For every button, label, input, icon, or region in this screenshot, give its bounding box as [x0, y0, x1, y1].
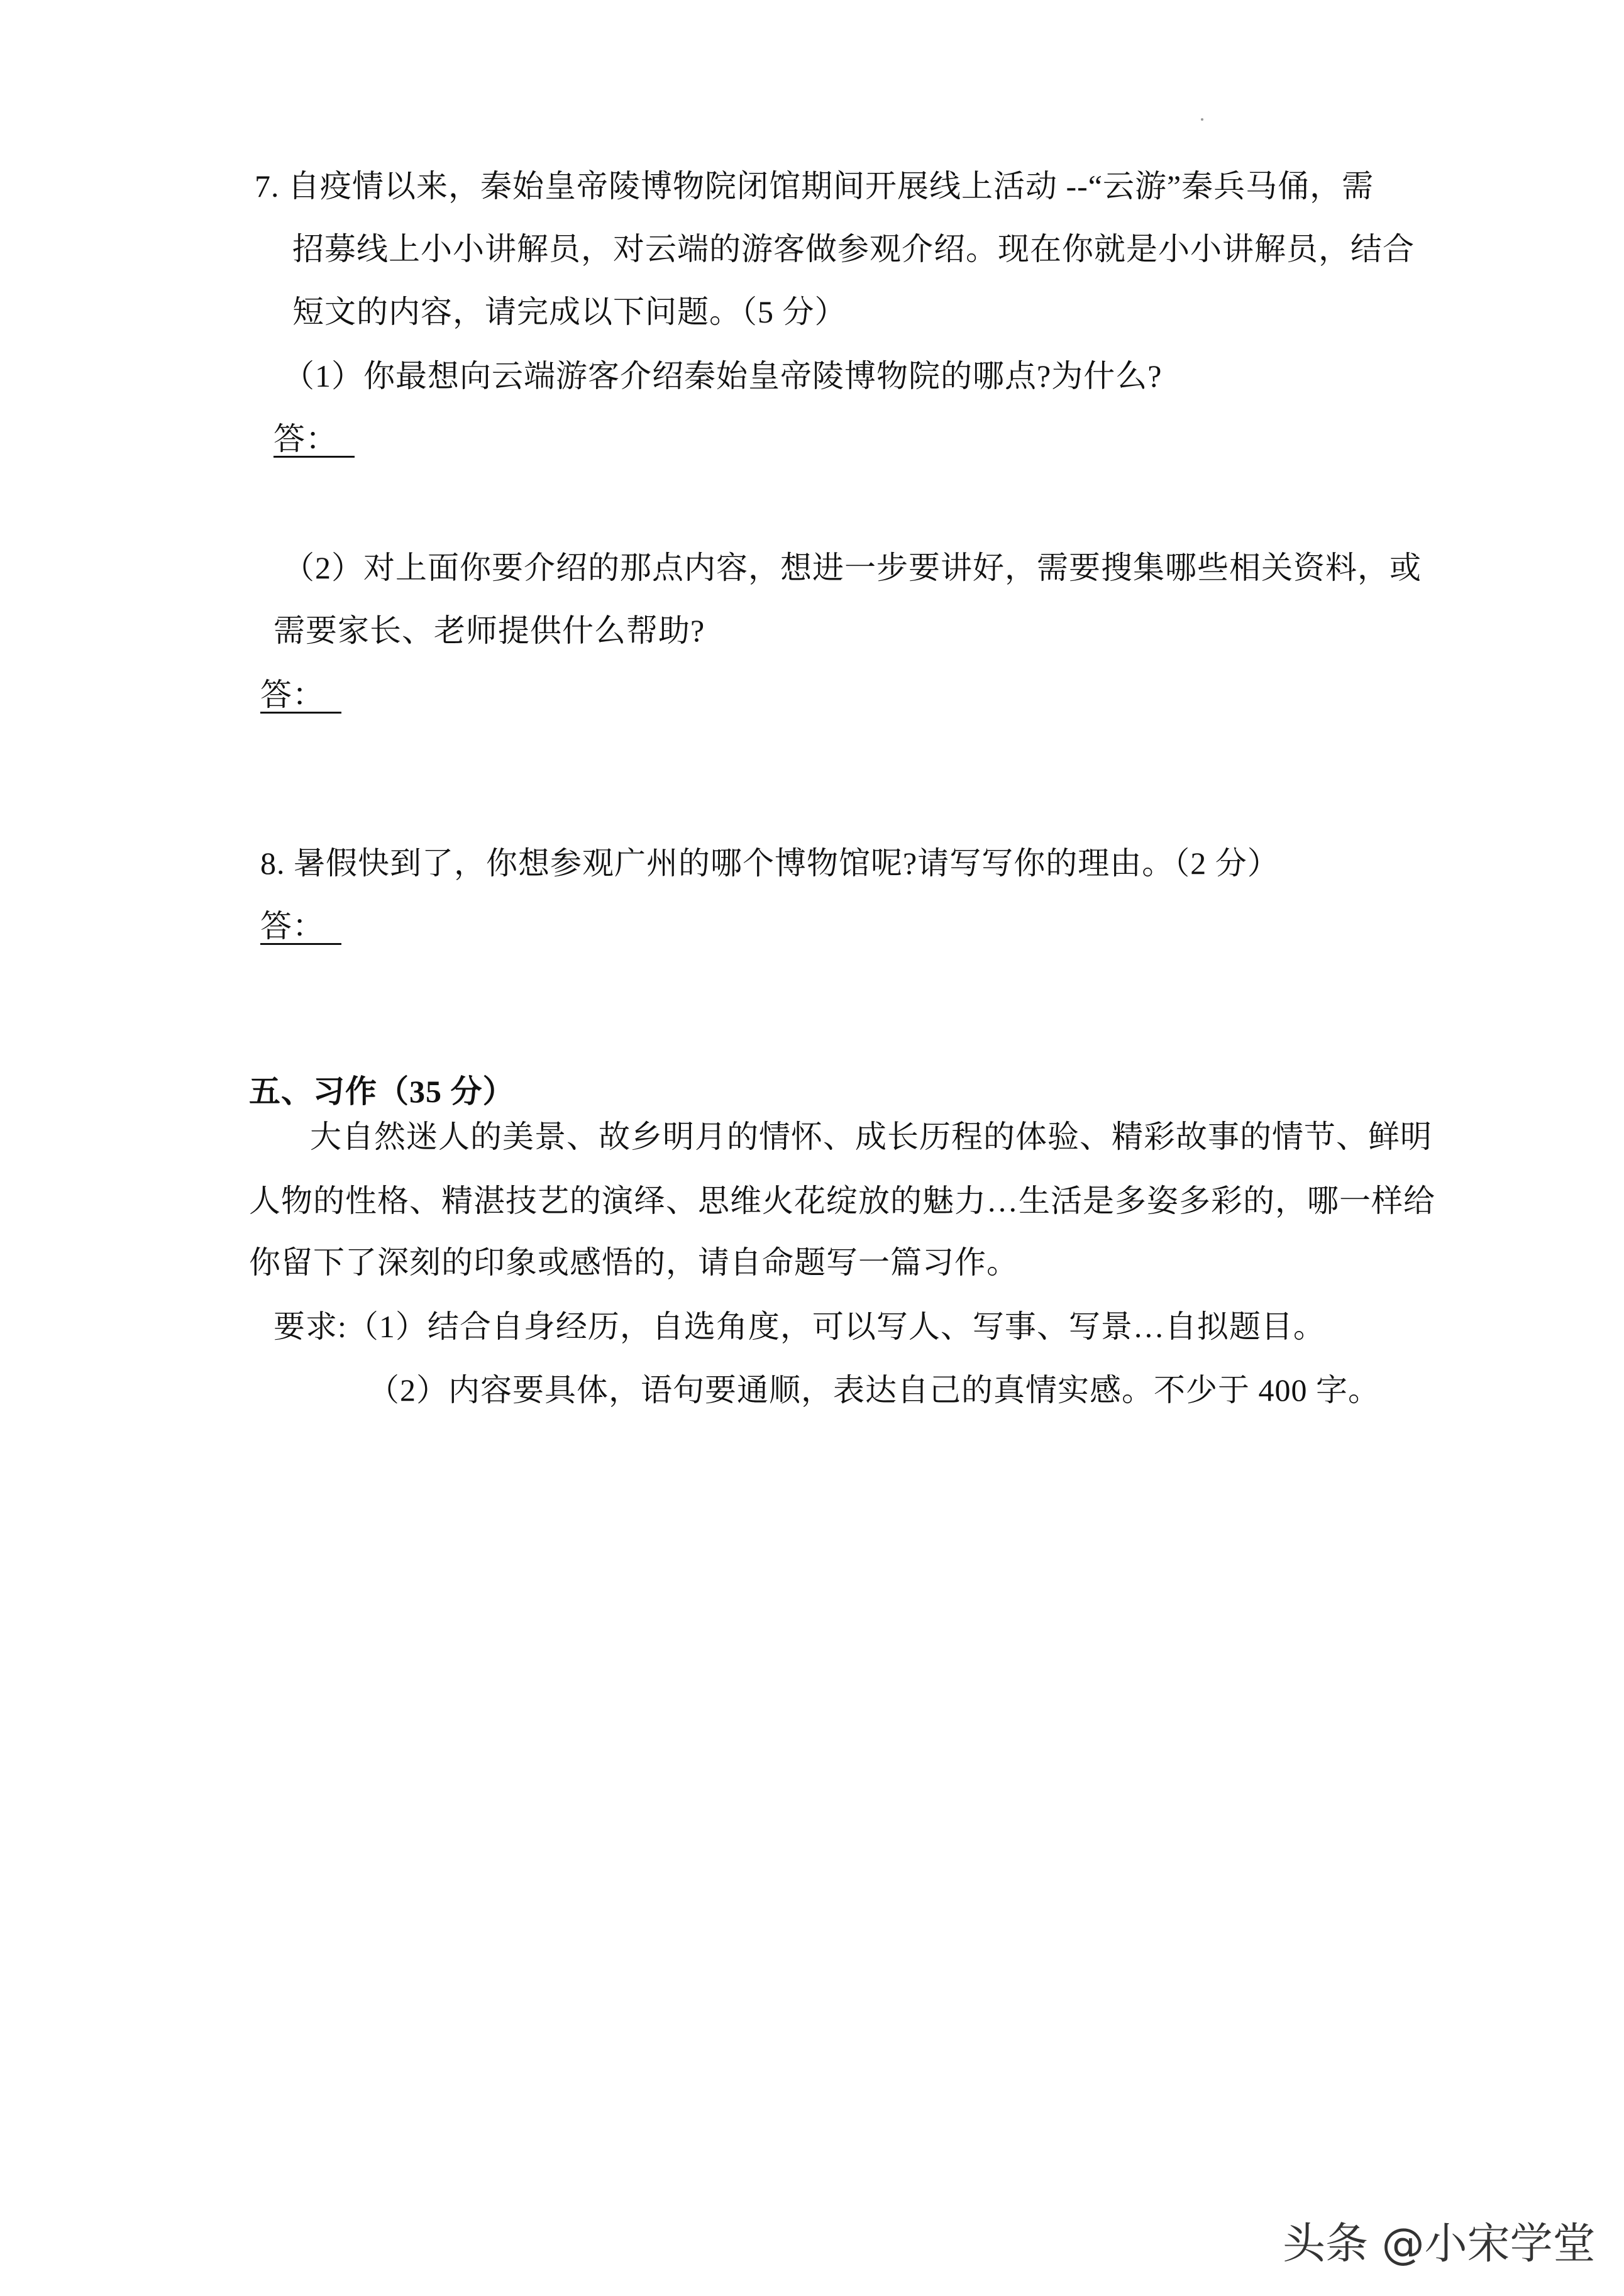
- essay-requirement-2: （2）内容要具体，语句要通顺，表达自己的真情实感。不少于 400 字。: [368, 1372, 1380, 1408]
- q8-answer-label: 答：: [260, 908, 324, 944]
- q7-line-3: 短文的内容，请完成以下问题。（5 分）: [292, 294, 847, 329]
- essay-prompt-line-3: 你留下了深刻的印象或感悟的，请自命题写一篇习作。: [249, 1245, 1019, 1280]
- q7-sub-question-2-line-2: 需要家长、老师提供什么帮助?: [273, 613, 705, 648]
- q7-answer-2-label: 答：: [260, 677, 324, 712]
- section-5-heading: 五、习作（35 分）: [249, 1074, 515, 1109]
- q7-line-1: 7. 自疫情以来，秦始皇帝陵博物院闭馆期间开展线上活动 --“云游”秦兵马俑，需: [255, 168, 1374, 204]
- q8-question: 8. 暑假快到了，你想参观广州的哪个博物馆呢?请写写你的理由。（2 分）: [260, 846, 1279, 881]
- q7-sub-question-1: （1）你最想向云端游客介绍秦始皇帝陵博物院的哪点?为什么?: [283, 358, 1163, 394]
- essay-prompt-line-2: 人物的性格、精湛技艺的演绎、思维火花绽放的魅力…生活是多姿多彩的，哪一样给: [249, 1183, 1435, 1218]
- q7-sub-question-2-line-1: （2）对上面你要介绍的那点内容，想进一步要讲好，需要搜集哪些相关资料，或: [283, 550, 1422, 585]
- watermark: 头条 @小宋学堂: [1283, 2219, 1596, 2269]
- essay-prompt-line-1: 大自然迷人的美景、故乡明月的情怀、成长历程的体验、精彩故事的情节、鲜明: [310, 1119, 1432, 1154]
- q7-line-2: 招募线上小小讲解员，对云端的游客做参观介绍。现在你就是小小讲解员，结合: [292, 231, 1415, 267]
- scan-speck: [1201, 118, 1203, 121]
- essay-requirement-1: 要求:（1）结合自身经历，自选角度，可以写人、写事、写景…自拟题目。: [273, 1309, 1325, 1344]
- q7-answer-1-label: 答：: [273, 421, 338, 456]
